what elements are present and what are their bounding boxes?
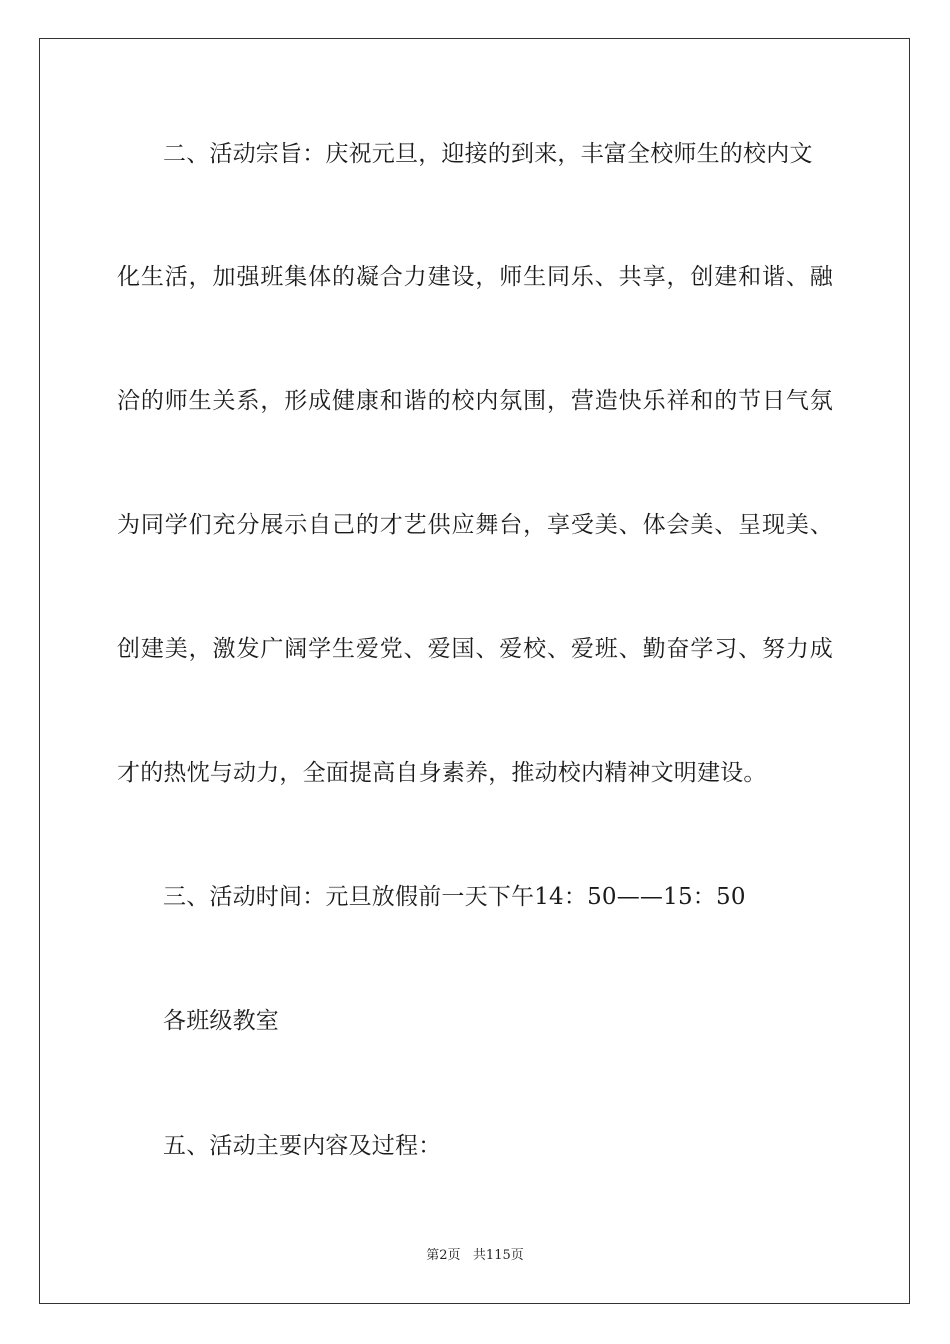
paragraph-line: 为同学们充分展示自己的才艺供应舞台，享受美、体会美、呈现美、 [117,512,833,538]
section-heading: 五、活动主要内容及过程： [163,1133,442,1159]
activity-time-line: 三、活动时间：元旦放假前一天下午14：50——15：50 [163,884,746,910]
page-border [39,38,910,1304]
total-pages: 共115页 [472,1248,524,1263]
paragraph-line: 二、活动宗旨：庆祝元旦，迎接的到来，丰富全校师生的校内文 [163,141,813,167]
paragraph-line: 洽的师生关系，形成健康和谐的校内氛围，营造快乐祥和的节日气氛 [117,388,833,414]
page-footer [0,1247,950,1265]
activity-location-line: 各班级教室 [163,1008,279,1034]
paragraph-line: 才的热忱与动力，全面提高自身素养，推动校内精神文明建设。 [117,760,767,786]
paragraph-line: 创建美，激发广阔学生爱党、爱国、爱校、爱班、勤奋学习、努力成 [117,636,833,662]
page-number: 第2页 [426,1248,461,1263]
paragraph-line: 化生活，加强班集体的凝合力建设，师生同乐、共享，创建和谐、融 [117,264,833,290]
footer-spacer [461,1248,473,1263]
